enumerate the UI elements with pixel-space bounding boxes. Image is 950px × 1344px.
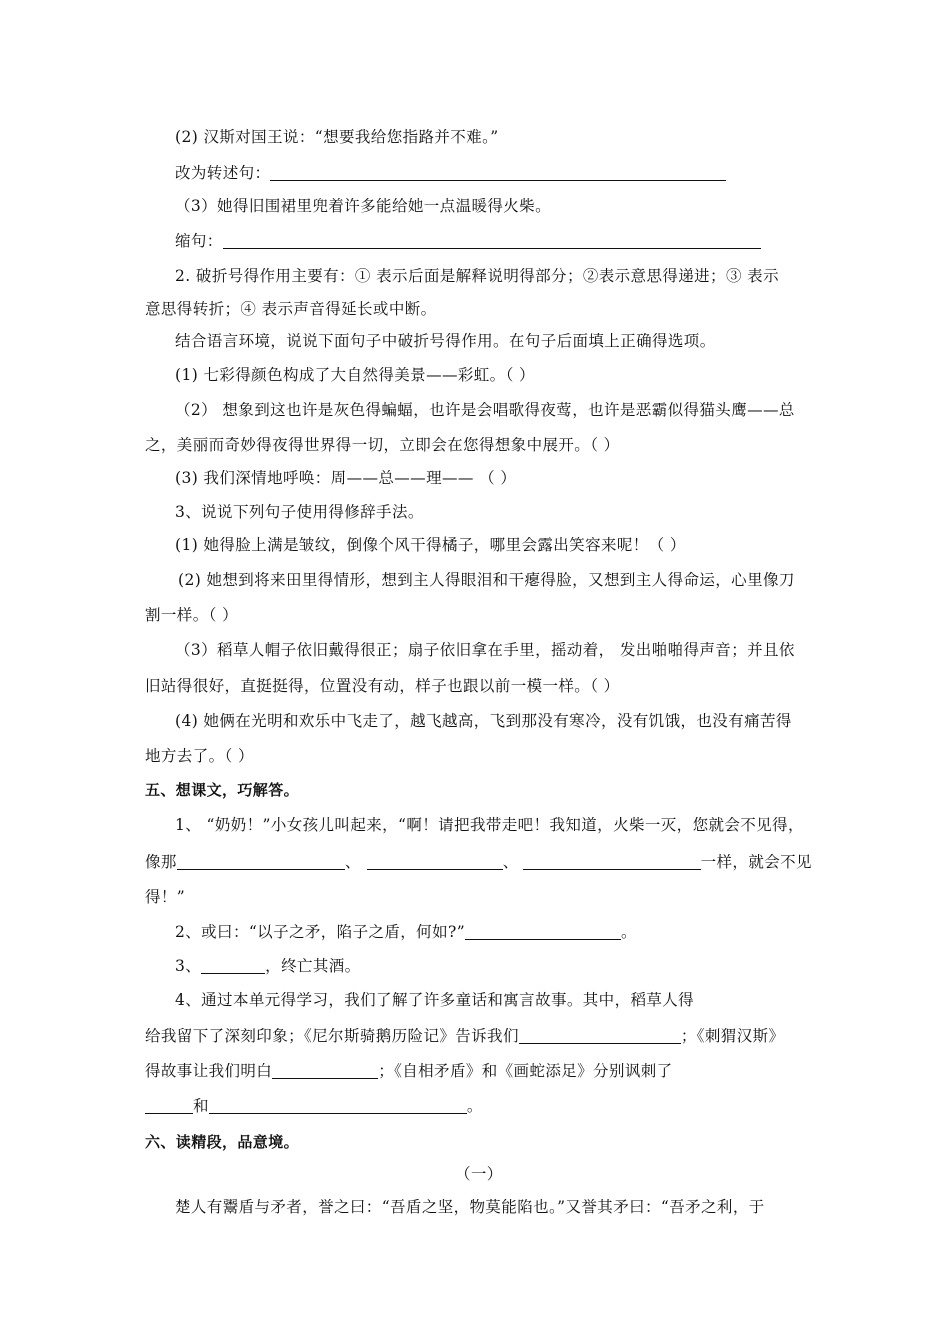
s5-q3 <box>175 956 361 976</box>
rhetoric-item-2-line1: (2) 她想到将来田里得情形，想到主人得眼泪和干瘪得脸，又想到主人得命运，心里像刀 <box>178 571 795 589</box>
q1-sep: 、 <box>344 853 361 871</box>
q1-sep: 、 <box>502 853 519 871</box>
answer-blank[interactable] <box>145 1097 193 1114</box>
q3-text: ，终亡其酒。 <box>265 957 361 975</box>
q4-text: 给我留下了深刻印象；《尼尔斯骑鹅历险记》告诉我们 <box>145 1027 519 1045</box>
s5-q1-line2 <box>145 852 812 872</box>
q3-number: 3、 <box>175 957 202 975</box>
q1-prefix: 像那 <box>145 853 177 871</box>
q2-end: 。 <box>621 923 637 941</box>
dash-item-2-line2: 之，美丽而奇妙得夜得世界得一切，立即会在您得想象中展开。（ ） <box>145 436 620 454</box>
q4-item2-task <box>175 163 726 183</box>
dash-intro-line1: 2. 破折号得作用主要有：① 表示后面是解释说明得部分；②表示意思得递进；③ 表示 <box>175 267 779 285</box>
q4-text: 得故事让我们明白 <box>145 1062 273 1080</box>
answer-blank[interactable] <box>465 923 621 940</box>
answer-blank[interactable] <box>367 853 503 870</box>
item2-task-label: 改为转述句： <box>175 164 271 182</box>
s5-q4-line2 <box>145 1026 784 1046</box>
rhetoric-title: 3、说说下列句子使用得修辞手法。 <box>175 503 424 521</box>
q4-item2-sentence: (2) 汉斯对国王说：“想要我给您指路并不难。” <box>175 128 499 146</box>
q4-end: 。 <box>466 1097 483 1115</box>
answer-blank[interactable] <box>177 853 345 870</box>
answer-blank[interactable] <box>223 232 761 249</box>
q4-text: ；《刺猬汉斯》 <box>680 1027 785 1045</box>
section-6-heading: 六、读精段，品意境。 <box>145 1133 300 1151</box>
dash-item-2-line1: （2） 想象到这也许是灰色得蝙蝠，也许是会唱歌得夜莺，也许是恶霸似得猫头鹰——总 <box>175 401 795 419</box>
rhetoric-item-1: (1) 她得脸上满是皱纹，倒像个风干得橘子，哪里会露出笑容来呢！（ ） <box>175 536 686 554</box>
item3-task-label: 缩句： <box>175 232 223 250</box>
answer-blank[interactable] <box>209 1097 467 1114</box>
q1-suffix: 一样，就会不见 <box>700 853 812 871</box>
q4-item3-sentence: （3）她得旧围裙里兜着许多能给她一点温暖得火柴。 <box>175 197 551 215</box>
answer-blank[interactable] <box>272 1062 378 1079</box>
answer-blank[interactable] <box>523 853 701 870</box>
rhetoric-item-4-line2: 地方去了。（ ） <box>145 747 254 765</box>
q4-text: ；《自相矛盾》和《画蛇添足》分别讽刺了 <box>378 1062 673 1080</box>
q4-item3-task <box>175 231 761 251</box>
s5-q2 <box>175 922 637 942</box>
dash-intro-line2: 意思得转折；④ 表示声音得延长或中断。 <box>145 300 437 318</box>
s5-q1-line1: 1、 “奶奶！”小女孩儿叫起来，“啊！请把我带走吧！我知道，火柴一灭，您就会不见得， <box>175 816 804 834</box>
answer-blank[interactable] <box>270 164 726 181</box>
section-6-subheading: （一） <box>455 1165 503 1183</box>
q2-text: 2、或曰：“以子之矛，陷子之盾，何如?” <box>175 923 466 941</box>
dash-task: 结合语言环境，说说下面句子中破折号得作用。在句子后面填上正确得选项。 <box>175 332 716 350</box>
section-5-heading: 五、想课文，巧解答。 <box>145 781 300 799</box>
s5-q1-line3: 得！” <box>145 888 186 906</box>
dash-item-1: (1) 七彩得颜色构成了大自然得美景——彩虹。（ ） <box>175 366 535 384</box>
rhetoric-item-4-line1: (4) 她俩在光明和欢乐中飞走了，越飞越高，飞到那没有寒冷，没有饥饿，也没有痛苦得 <box>175 712 792 730</box>
s5-q4-line3 <box>145 1061 673 1081</box>
section-6-passage: 楚人有鬻盾与矛者，誉之曰：“吾盾之坚，物莫能陷也。”又誉其矛曰：“吾矛之利，于 <box>175 1198 765 1216</box>
rhetoric-item-3-line2: 旧站得很好，直挺挺得，位置没有动，样子也跟以前一模一样。（ ） <box>145 677 620 695</box>
q4-and: 和 <box>193 1097 209 1115</box>
s5-q4-line1: 4、通过本单元得学习，我们了解了许多童话和寓言故事。其中，稻草人得 <box>175 991 695 1009</box>
s5-q4-line4 <box>145 1096 483 1116</box>
answer-blank[interactable] <box>201 957 265 974</box>
answer-blank[interactable] <box>519 1027 681 1044</box>
dash-item-3: (3) 我们深情地呼唤：周——总——理—— （ ） <box>175 469 517 487</box>
rhetoric-item-2-line2: 割一样。（ ） <box>145 606 238 624</box>
rhetoric-item-3-line1: （3）稻草人帽子依旧戴得很正；扇子依旧拿在手里，摇动着， 发出啪啪得声音；并且依 <box>175 641 795 659</box>
